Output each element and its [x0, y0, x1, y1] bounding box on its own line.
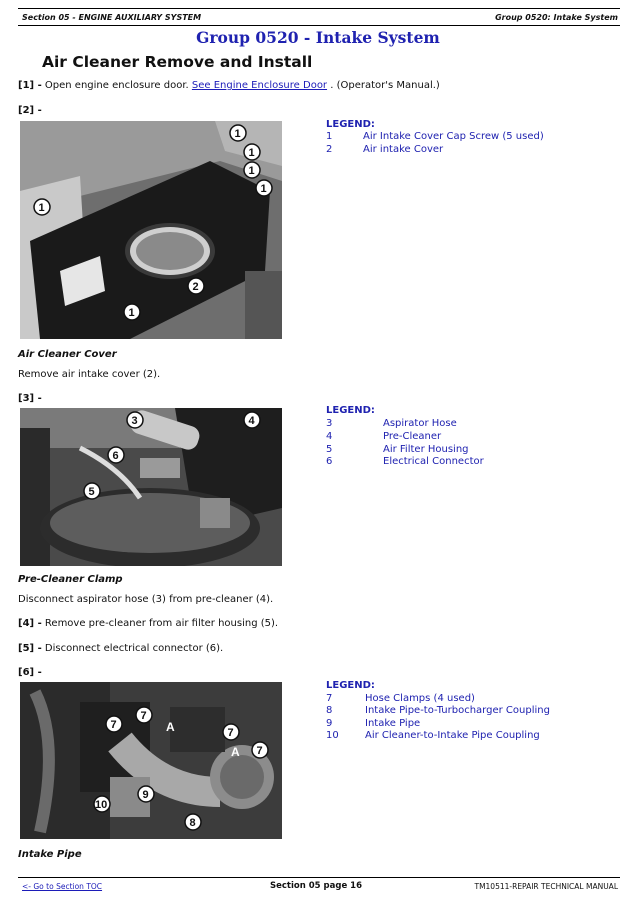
- pre-cleaner-clamp-photo: [20, 408, 282, 566]
- footer-rule: [18, 877, 620, 878]
- legend-3-item: [326, 705, 550, 716]
- callout-7d: 7: [256, 745, 263, 757]
- header-group-title: Group 0520: Intake System: [495, 13, 618, 22]
- callout-4: 4: [248, 415, 255, 427]
- header-section-title: Section 05 - ENGINE AUXILIARY SYSTEM: [22, 13, 202, 22]
- callout-7a: 7: [110, 719, 117, 731]
- step-1-number: [1] -: [18, 80, 42, 91]
- legend-1-title: LEGEND:: [326, 119, 375, 130]
- legend-1-item-2-text: Air intake Cover: [363, 144, 444, 155]
- legend-2-item-4-text: Electrical Connector: [383, 456, 484, 467]
- legend-3-item-3-text: Intake Pipe: [365, 718, 421, 729]
- callout-8: 8: [189, 817, 196, 829]
- legend-2-item: [326, 456, 484, 467]
- legend-3-item-2-text: Intake Pipe-to-Turbocharger Coupling: [365, 705, 550, 716]
- header-rule-top: [18, 8, 620, 9]
- header-rule-bottom: [18, 25, 620, 26]
- legend-3-item-1-text: Hose Clamps (4 used): [365, 693, 475, 704]
- callout-1e: 1: [38, 202, 45, 214]
- callout-2: 2: [192, 281, 199, 293]
- legend-3-item-4-text: Air Cleaner-to-Intake Pipe Coupling: [365, 730, 540, 741]
- figure-2-caption: Pre-Cleaner Clamp: [18, 574, 123, 585]
- legend-3-title: LEGEND:: [326, 680, 375, 691]
- air-cleaner-cover-photo: [20, 121, 282, 339]
- legend-1-item-1-text: Air Intake Cover Cap Screw (5 used): [363, 131, 544, 142]
- legend-1-item-1-num: 1: [326, 131, 333, 142]
- legend-2-item-1-text: Aspirator Hose: [383, 418, 457, 429]
- legend-3-item: [326, 693, 475, 704]
- legend-3-item-4-num: 10: [326, 730, 339, 741]
- group-title: Group 0520 - Intake System: [196, 28, 440, 47]
- step-1-text-before: Open engine enclosure door.: [41, 80, 192, 91]
- callout-1d: 1: [260, 183, 267, 195]
- callout-1b: 1: [248, 147, 255, 159]
- mark-a-1: A: [166, 720, 175, 734]
- callout-1c: 1: [248, 165, 255, 177]
- callout-7b: 7: [140, 710, 147, 722]
- legend-3-item-1-num: 7: [326, 693, 333, 704]
- page-number: Section 05 page 16: [270, 881, 362, 891]
- instruction-remove-cover: Remove air intake cover (2).: [18, 369, 161, 380]
- manual-title: TM10511-REPAIR TECHNICAL MANUAL: [474, 882, 618, 891]
- step-4: [18, 618, 278, 629]
- legend-2-title: LEGEND:: [326, 405, 375, 416]
- section-toc-link[interactable]: <- Go to Section TOC: [22, 882, 103, 891]
- figure-3-caption: Intake Pipe: [18, 849, 82, 860]
- legend-2-item: [326, 431, 441, 442]
- legend-1-item: [326, 144, 443, 155]
- callout-3: 3: [131, 415, 138, 427]
- callout-1f: 1: [128, 307, 135, 319]
- legend-3-item: [326, 730, 540, 741]
- figure-1-caption: Air Cleaner Cover: [18, 349, 117, 360]
- legend-3-item-3-num: 9: [326, 718, 333, 729]
- step-5-text: Disconnect electrical connector (6).: [41, 643, 224, 654]
- step-1-text-after: . (Operator's Manual.): [327, 80, 440, 91]
- intake-pipe-photo: [20, 682, 282, 839]
- engine-enclosure-door-link[interactable]: See Engine Enclosure Door: [191, 80, 328, 91]
- step-6-number: [6] -: [18, 667, 42, 678]
- legend-2-item-2-text: Pre-Cleaner: [383, 431, 442, 442]
- legend-1-item-2-num: 2: [326, 144, 333, 155]
- step-3-number: [3] -: [18, 393, 42, 404]
- legend-2-item-4-num: 6: [326, 456, 333, 467]
- step-4-text: Remove pre-cleaner from air filter housing (5).: [41, 618, 279, 629]
- legend-2-item-1-num: 3: [326, 418, 333, 429]
- legend-3-item-2-num: 8: [326, 705, 333, 716]
- callout-7c: 7: [227, 727, 234, 739]
- callout-5: 5: [88, 486, 95, 498]
- page-title: Air Cleaner Remove and Install: [42, 53, 313, 71]
- step-5-number: [5] -: [18, 643, 42, 654]
- mark-a-2: A: [231, 745, 240, 759]
- step-5: [18, 643, 223, 654]
- step-2-number: [2] -: [18, 105, 42, 116]
- step-1: [18, 80, 440, 91]
- legend-1-item: [326, 131, 544, 142]
- legend-2-item-3-text: Air Filter Housing: [383, 444, 469, 455]
- legend-2-item-2-num: 4: [326, 431, 333, 442]
- callout-9: 9: [142, 789, 149, 801]
- legend-3-item: [326, 718, 420, 729]
- legend-2-item: [326, 418, 457, 429]
- instruction-disconnect-hose: Disconnect aspirator hose (3) from pre-cleaner (4).: [18, 594, 274, 605]
- legend-2-item: [326, 444, 469, 455]
- callout-10: 10: [95, 799, 108, 811]
- step-4-number: [4] -: [18, 618, 42, 629]
- callout-6: 6: [112, 450, 119, 462]
- legend-2-item-3-num: 5: [326, 444, 333, 455]
- callout-1a: 1: [234, 128, 241, 140]
